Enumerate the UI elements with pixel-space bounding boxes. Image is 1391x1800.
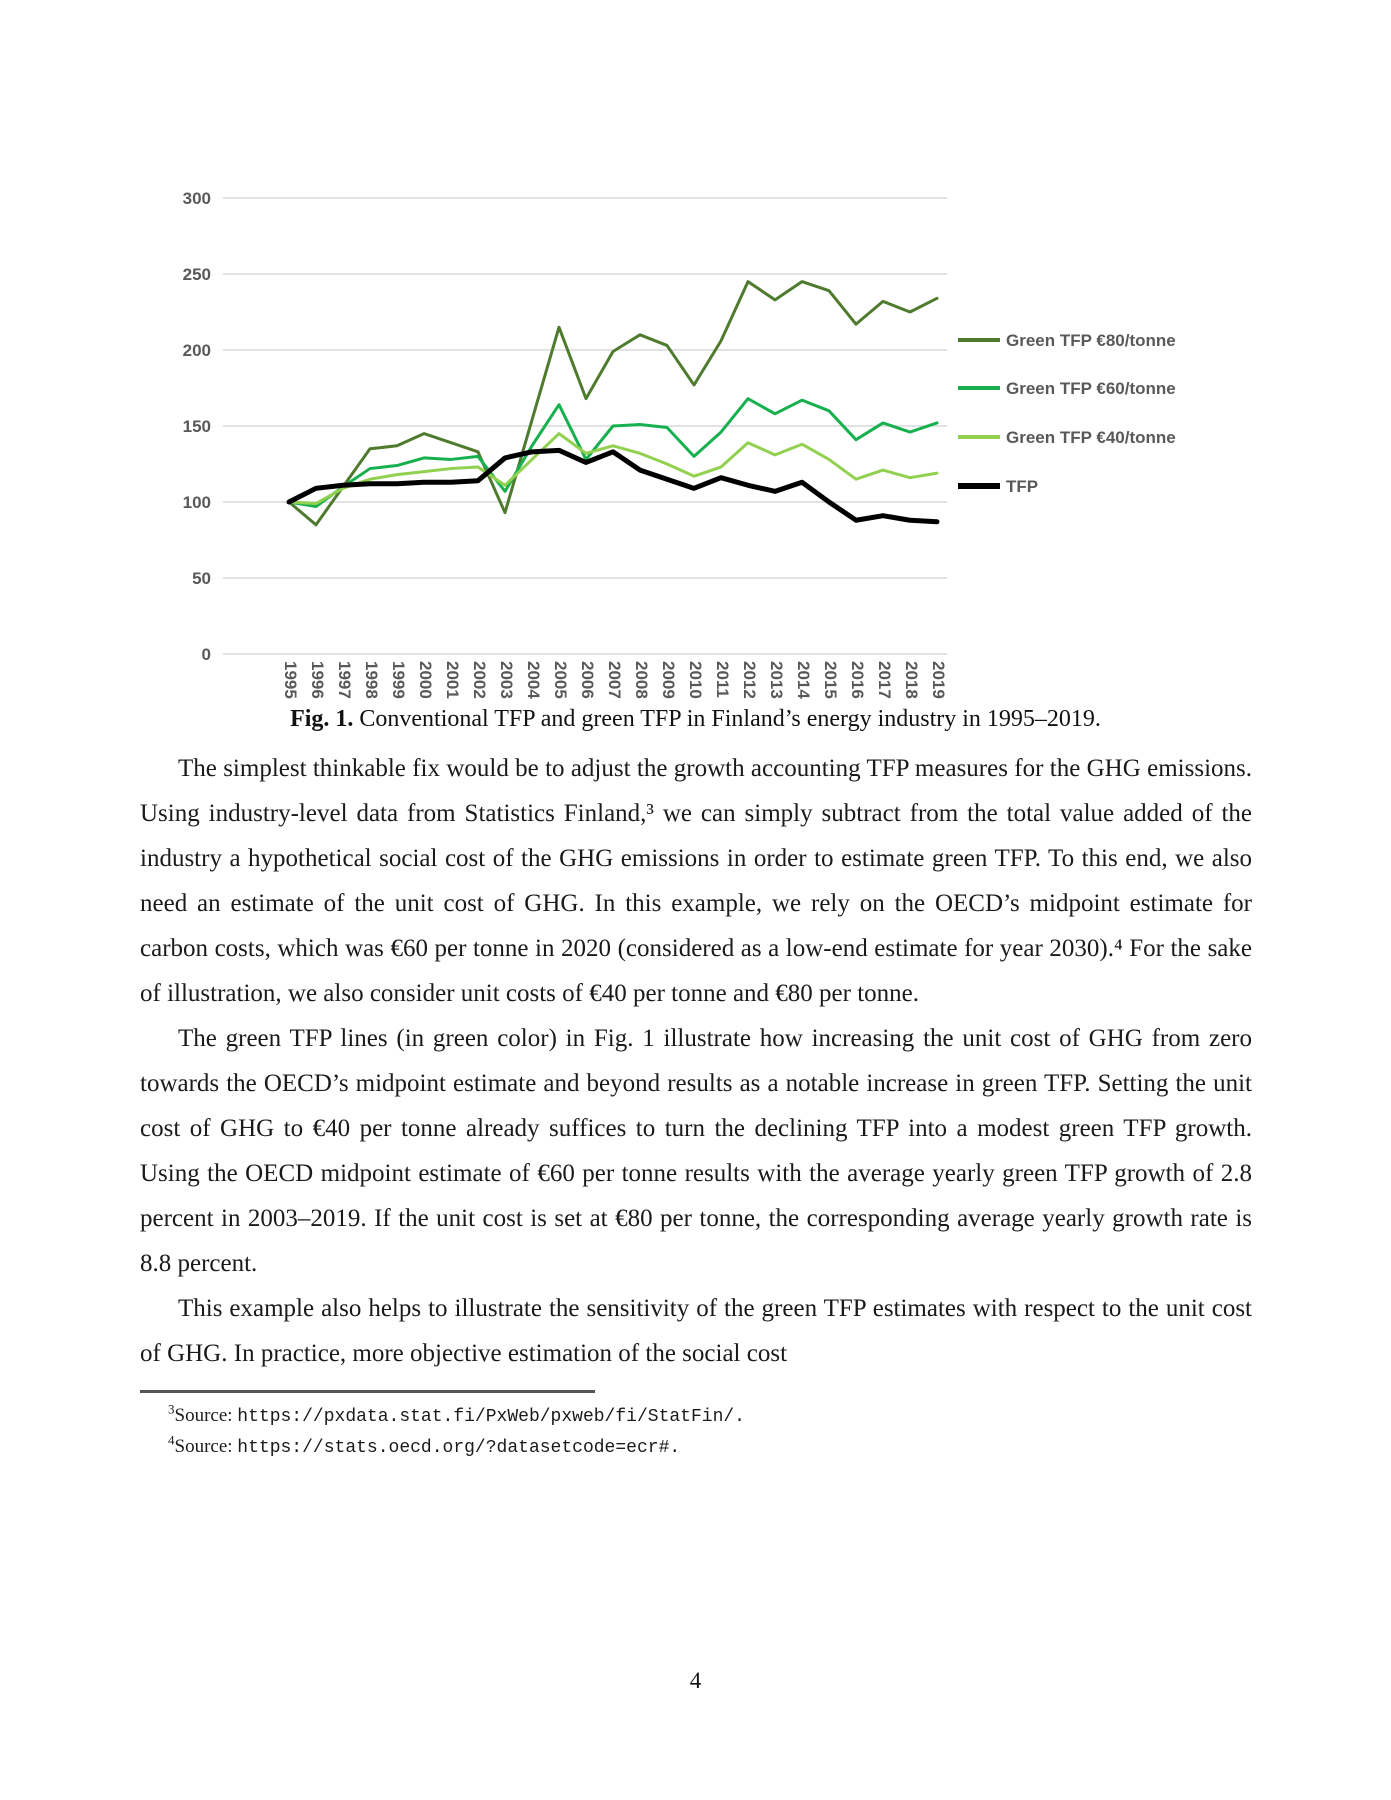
- x-tick-2001: 2001: [443, 661, 462, 699]
- footnotes: [140, 1390, 1252, 1463]
- x-tick-2005: 2005: [551, 661, 570, 699]
- x-tick-2018: 2018: [902, 661, 921, 699]
- figure-caption-label: Fig. 1.: [290, 706, 354, 732]
- x-tick-2009: 2009: [659, 661, 678, 699]
- footnote-rule: [140, 1390, 595, 1393]
- figure-caption-text: Conventional TFP and green TFP in Finland’s energy industry in 1995–2019.: [359, 706, 1101, 732]
- x-tick-2006: 2006: [578, 661, 597, 699]
- x-tick-1998: 1998: [362, 661, 381, 699]
- y-tick-100: 100: [182, 493, 211, 512]
- legend-label-1: Green TFP €60/tonne: [1006, 379, 1176, 398]
- x-tick-2015: 2015: [821, 661, 840, 699]
- footnote-3-url: https://pxdata.stat.fi/PxWeb/pxweb/fi/StatFin/.: [237, 1407, 745, 1427]
- footnote-4-marker: 4: [168, 1432, 175, 1448]
- y-tick-150: 150: [182, 417, 211, 436]
- x-tick-2011: 2011: [713, 661, 732, 698]
- series-line-0: [289, 282, 937, 525]
- footnote-4-label: Source:: [174, 1436, 238, 1457]
- tfp-line-chart: [0, 0, 1391, 760]
- paragraph-2: The green TFP lines (in green color) in Fig. 1 illustrate how increasing the unit cost of GHG from zero towards the OECD’s midpoint estimate and beyond results as a notable increase in green TFP. Setting the unit cost of GHG to €40 per tonne already suffices to turn the declining TFP into a modest green TFP growth. Using the OECD midpoint estimate of €60 per tonne results with the average yearly green TFP growth of 2.8 percent in 2003–2019. If the unit cost is set at €80 per tonne, the corresponding average yearly growth rate is 8.8 percent.: [140, 1025, 1252, 1277]
- x-tick-2019: 2019: [929, 661, 948, 699]
- x-tick-2002: 2002: [470, 661, 489, 699]
- series-line-3: [289, 450, 937, 521]
- x-tick-2003: 2003: [497, 661, 516, 699]
- x-tick-2017: 2017: [875, 661, 894, 699]
- y-tick-50: 50: [192, 569, 211, 588]
- footnote-3-label: Source:: [174, 1405, 238, 1426]
- footnote-4: [140, 1432, 1252, 1463]
- x-tick-1997: 1997: [335, 661, 354, 699]
- x-tick-1996: 1996: [308, 661, 327, 699]
- page-number: 4: [689, 1668, 702, 1693]
- body-text: [140, 746, 1252, 1463]
- x-tick-2016: 2016: [848, 661, 867, 699]
- x-tick-2008: 2008: [632, 661, 651, 699]
- y-tick-0: 0: [201, 645, 211, 664]
- figure-caption: [0, 706, 1391, 733]
- legend-label-0: Green TFP €80/tonne: [1006, 331, 1176, 350]
- paragraph-3: This example also helps to illustrate the sensitivity of the green TFP estimates with respect to the unit cost of GHG. In practice, more objective estimation of the social cost: [140, 1295, 1252, 1367]
- x-tick-2012: 2012: [740, 661, 759, 699]
- x-tick-2014: 2014: [794, 661, 813, 699]
- x-tick-2010: 2010: [686, 661, 705, 699]
- x-tick-2004: 2004: [524, 661, 543, 699]
- x-tick-1995: 1995: [281, 661, 300, 699]
- y-tick-250: 250: [182, 265, 211, 284]
- legend-label-3: TFP: [1006, 477, 1039, 496]
- x-tick-2013: 2013: [767, 661, 786, 699]
- footnote-3-marker: 3: [168, 1401, 175, 1417]
- legend-label-2: Green TFP €40/tonne: [1006, 428, 1176, 447]
- paragraph-1: The simplest thinkable fix would be to adjust the growth accounting TFP measures for the GHG emissions. Using industry-level data from Statistics Finland,³ we can simply subtract from the total value added of the industry a hypothetical social cost of the GHG emissions in order to estimate green TFP. To this end, we also need an estimate of the unit cost of GHG. In this example, we rely on the OECD’s midpoint estimate for carbon costs, which was €60 per tonne in 2020 (considered as a low-end estimate for year 2030).⁴ For the sake of illustration, we also consider unit costs of €40 per tonne and €80 per tonne.: [140, 755, 1252, 1007]
- footnote-3: [140, 1401, 1252, 1432]
- x-tick-1999: 1999: [389, 661, 408, 699]
- x-tick-2007: 2007: [605, 661, 624, 699]
- series-line-2: [289, 434, 937, 504]
- footnote-4-url: https://stats.oecd.org/?datasetcode=ecr#.: [237, 1438, 681, 1458]
- y-tick-300: 300: [182, 189, 211, 208]
- y-tick-200: 200: [182, 341, 211, 360]
- figure-1-chart: [0, 0, 1391, 760]
- x-tick-2000: 2000: [416, 661, 435, 699]
